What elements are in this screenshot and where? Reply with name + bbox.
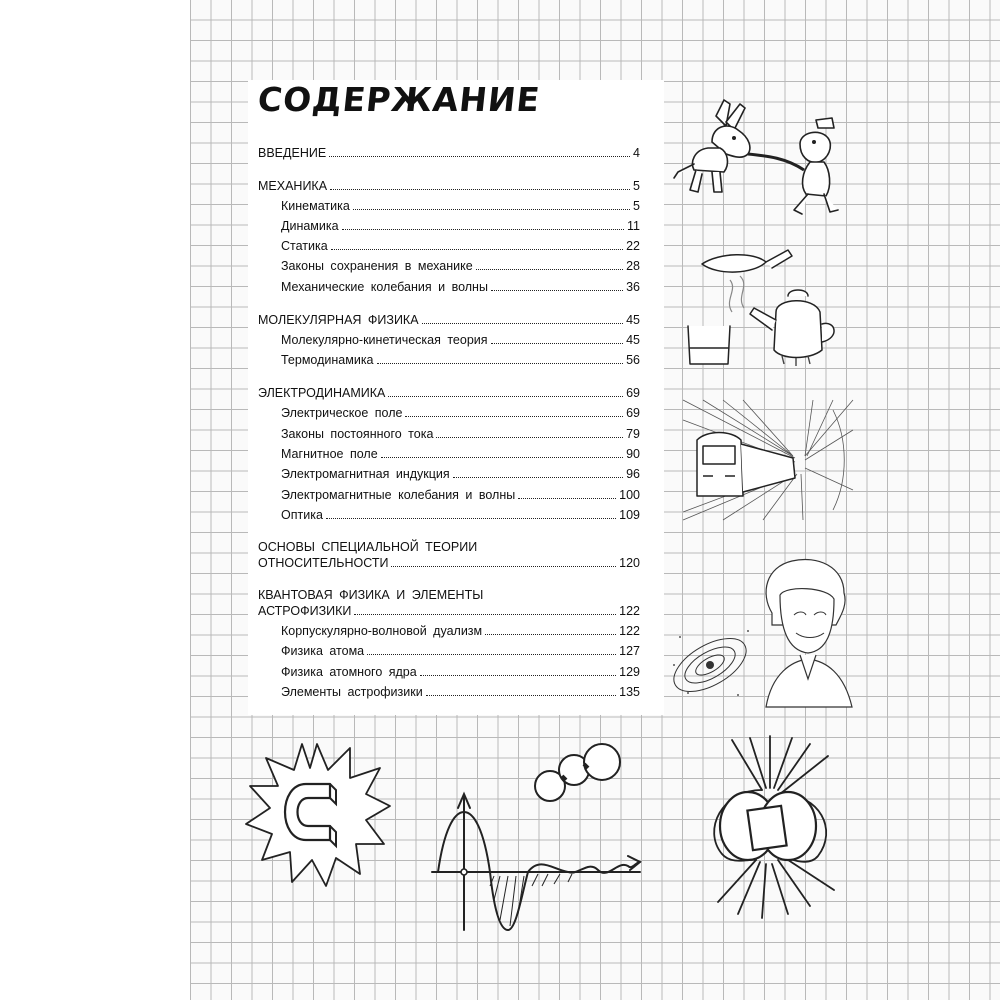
toc-entry-label: Законы постоянного тока — [281, 427, 434, 441]
toc-entry-label: Корпускулярно-волновой дуализм — [281, 624, 483, 638]
toc-page-number: 122 — [619, 624, 640, 638]
toc-leader-dots — [422, 323, 624, 324]
toc-entry-conservation-laws[interactable] — [281, 258, 640, 274]
toc-leader-dots — [367, 654, 616, 655]
toc-entry-statics[interactable] — [281, 238, 640, 254]
toc-page-number: 122 — [619, 604, 640, 618]
toc-entry-optics[interactable] — [281, 507, 640, 523]
toc-page-number: 79 — [626, 427, 640, 441]
toc-entry-astrophysics-elements[interactable] — [281, 684, 640, 700]
toc-leader-dots — [342, 229, 624, 230]
toc-entry-label: Элементы астрофизики — [281, 685, 423, 699]
toc-entry-thermodynamics[interactable] — [281, 352, 640, 368]
toc-entry-quantum-line1[interactable]: КВАНТОВАЯ ФИЗИКА И ЭЛЕМЕНТЫ — [258, 588, 484, 602]
toc-entry-label: МОЛЕКУЛЯРНАЯ ФИЗИКА — [258, 313, 419, 327]
toc-page-number: 36 — [626, 280, 640, 294]
toc-page-number: 90 — [626, 447, 640, 461]
toc-entry-label: Динамика — [281, 219, 339, 233]
toc-entry-label: Электрическое поле — [281, 406, 403, 420]
toc-leader-dots — [381, 457, 623, 458]
wave-graph-icon — [428, 790, 648, 940]
toc-entry-label: ЭЛЕКТРОДИНАМИКА — [258, 386, 386, 400]
toc-entry-label: Статика — [281, 239, 328, 253]
toc-entry-label: Термодинамика — [281, 353, 374, 367]
toc-page-number: 4 — [633, 146, 640, 160]
toc-leader-dots — [436, 437, 623, 438]
toc-entry-label: Молекулярно-кинетическая теория — [281, 333, 488, 347]
toc-leader-dots — [377, 363, 624, 364]
toc-entry-mechanics[interactable] — [258, 178, 640, 194]
toc-leader-dots — [353, 209, 630, 210]
toc-entry-label: Физика атомного ядра — [281, 665, 417, 679]
toc-leader-dots — [326, 518, 616, 519]
toc-leader-dots — [485, 634, 616, 635]
toc-leader-dots — [476, 269, 623, 270]
toc-entry-label: Физика атома — [281, 644, 365, 658]
einstein-sketch-icon — [668, 555, 858, 710]
toc-entry-molecular-physics[interactable] — [258, 312, 640, 328]
toc-entry-label: Электромагнитная индукция — [281, 467, 450, 481]
toc-entry-dynamics[interactable] — [281, 218, 640, 234]
kettle-sketch-icon — [684, 242, 850, 372]
toc-page-number: 5 — [633, 179, 640, 193]
toc-leader-dots — [391, 566, 616, 567]
magnet-icon — [242, 740, 392, 890]
toc-entry-electrodynamics[interactable] — [258, 385, 640, 401]
toc-entry-label: МЕХАНИКА — [258, 179, 328, 193]
toc-page-number: 69 — [626, 406, 640, 420]
toc-leader-dots — [518, 498, 616, 499]
toc-leader-dots — [388, 396, 623, 397]
donkey-sketch-icon — [668, 98, 858, 218]
toc-entry-relativity[interactable] — [258, 555, 640, 571]
toc-entry-label: Оптика — [281, 508, 323, 522]
toc-page-number: 45 — [626, 333, 640, 347]
toc-page-number: 5 — [633, 199, 640, 213]
train-sketch-icon — [683, 400, 853, 520]
toc-page-number: 11 — [627, 219, 640, 233]
toc-leader-dots — [426, 695, 616, 696]
toc-page-number: 56 — [626, 353, 640, 367]
toc-page-number: 135 — [619, 685, 640, 699]
toc-entry-label: Механические колебания и волны — [281, 280, 488, 294]
toc-page-number: 129 — [619, 665, 640, 679]
toc-entry-label: ВВЕДЕНИЕ — [258, 146, 327, 160]
toc-entry-relativity-line1[interactable]: ОСНОВЫ СПЕЦИАЛЬНОЙ ТЕОРИИ — [258, 540, 478, 554]
toc-entry-label: Кинематика — [281, 199, 350, 213]
toc-entry-electromagnetic-induction[interactable] — [281, 466, 640, 482]
toc-page-number: 69 — [626, 386, 640, 400]
toc-page-number: 120 — [619, 556, 640, 570]
toc-entry-mechanical-oscillations[interactable] — [281, 279, 640, 295]
toc-leader-dots — [491, 290, 623, 291]
toc-leader-dots — [331, 249, 623, 250]
toc-page-number: 22 — [626, 239, 640, 253]
toc-entry-electric-field[interactable] — [281, 405, 640, 421]
toc-entry-molecular-kinetic-theory[interactable] — [281, 332, 640, 348]
toc-entry-label: ОТНОСИТЕЛЬНОСТИ — [258, 556, 389, 570]
toc-entry-label: АСТРОФИЗИКИ — [258, 604, 352, 618]
toc-page-number: 109 — [619, 508, 640, 522]
toc-entry-wave-particle-duality[interactable] — [281, 623, 640, 639]
toc-leader-dots — [453, 477, 623, 478]
toc-leader-dots — [330, 189, 630, 190]
toc-entry-atomic-physics[interactable] — [281, 643, 640, 659]
toc-page-number: 45 — [626, 313, 640, 327]
toc-leader-dots — [354, 614, 616, 615]
toc-page-number: 100 — [619, 488, 640, 502]
toc-entry-direct-current-laws[interactable] — [281, 426, 640, 442]
toc-entry-magnetic-field[interactable] — [281, 446, 640, 462]
toc-page-number: 28 — [626, 259, 640, 273]
toc-entry-electromagnetic-oscillations[interactable] — [281, 487, 640, 503]
toc-page-number: 127 — [619, 644, 640, 658]
toc-leader-dots — [420, 675, 616, 676]
toc-title: СОДЕРЖАНИЕ — [255, 80, 543, 119]
toc-page-number: 96 — [626, 467, 640, 481]
toc-leader-dots — [329, 156, 630, 157]
magnetic-field-icon — [692, 730, 842, 920]
toc-entry-introduction[interactable] — [258, 145, 640, 161]
toc-entry-nuclear-physics[interactable] — [281, 664, 640, 680]
toc-entry-quantum-astrophysics[interactable] — [258, 603, 640, 619]
toc-entry-label: Электромагнитные колебания и волны — [281, 488, 516, 502]
toc-entry-label: Законы сохранения в механике — [281, 259, 473, 273]
toc-leader-dots — [491, 343, 624, 344]
toc-entry-kinematics[interactable] — [281, 198, 640, 214]
toc-entry-label: Магнитное поле — [281, 447, 378, 461]
toc-leader-dots — [405, 416, 623, 417]
